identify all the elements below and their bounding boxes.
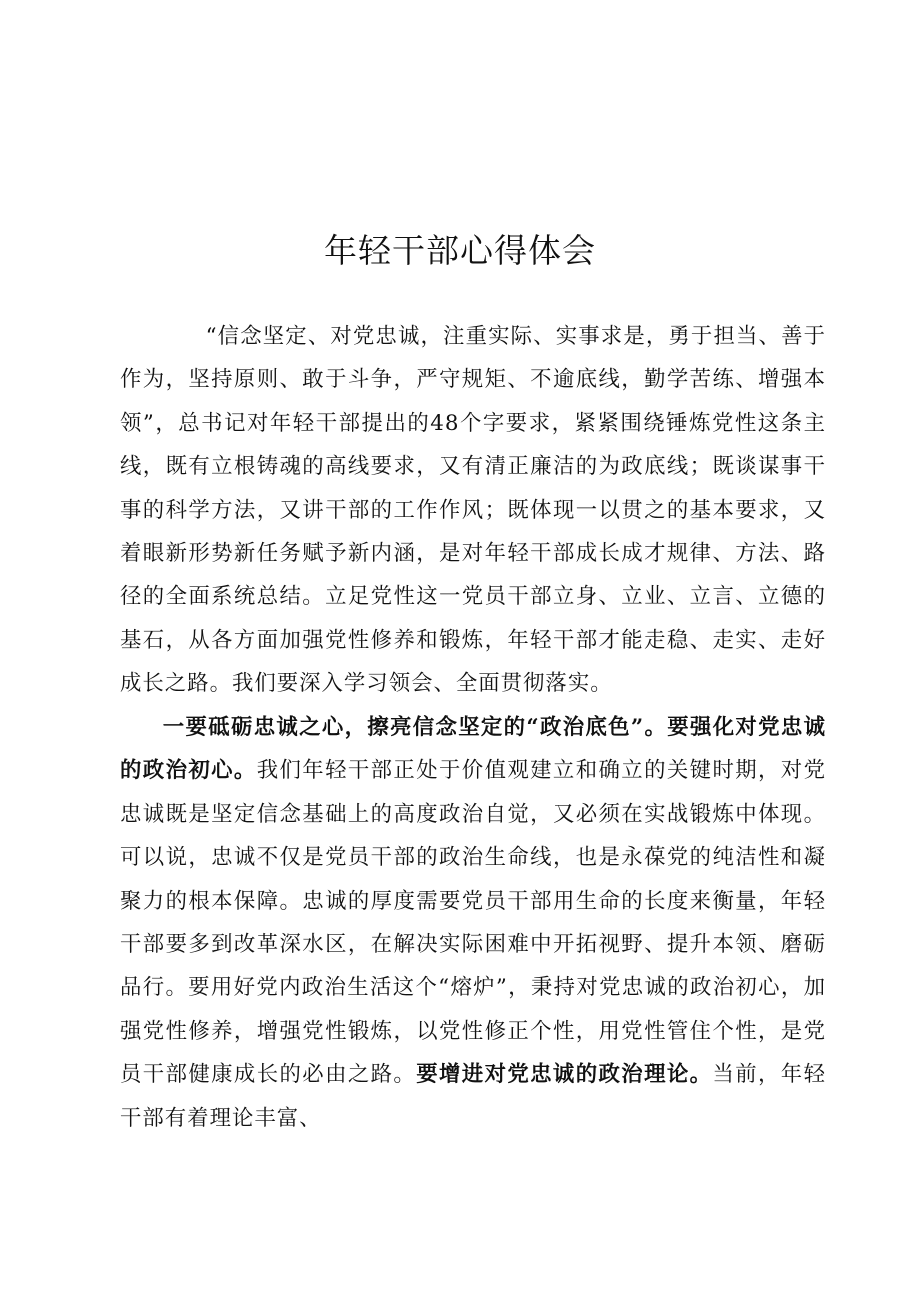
body-text-2: 当前，年轻干部有着理论丰富、 bbox=[120, 1062, 826, 1131]
document-title: 年轻干部心得体会 bbox=[324, 231, 596, 270]
paragraph-intro bbox=[120, 315, 826, 706]
body-text-1: 我们年轻干部正处于价值观建立和确立的关键时期，对党忠诚既是坚定信念基础上的高度政治自觉，又必须在实战锻炼中体现。可以说，忠诚不仅是党员干部的政治生命线，也是永葆党的纯洁性和凝聚力的根本保障。忠诚的厚度需要党员干部用生命的长度来衡量，年轻干部要多到改革深水区，在解决实际困难中开拓视野、提升本领、磨砺品行。要用好党内政治生活这个“熔炉”，秉持对党忠诚的政治初心，加强党性修养，增强党性锻炼，以党性修正个性，用党性管住个性，是党员干部健康成长的必由之路。 bbox=[120, 758, 826, 1088]
subheading-initial-heart: 要强化对党忠诚的政治初心。 bbox=[120, 715, 826, 784]
subheading-political-theory: 要增进对党忠诚的政治理论。 bbox=[416, 1062, 713, 1088]
paragraph-loyalty-text bbox=[120, 706, 826, 1140]
section-heading: 一要砥砺忠诚之心，擦亮信念坚定的“政治底色”。 bbox=[162, 715, 668, 740]
paragraph-loyalty bbox=[120, 706, 826, 1140]
paragraph-intro-text: “信念坚定、对党忠诚，注重实际、实事求是，勇于担当、善于作为，坚持原则、敢于斗争，严守规矩、不逾底线，勤学苦练、增强本领”，总书记对年轻干部提出的48个字要求，紧紧围绕锤炼党性这条主线，既有立根铸魂的高线要求，又有清正廉洁的为政底线；既谈谋事干事的科学方法，又讲干部的工作作风；既体现一以贯之的基本要求，又着眼新形势新任务赋予新内涵，是对年轻干部成长成才规律、方法、路径的全面系统总结。立足党性这一党员干部立身、立业、立言、立德的基石，从各方面加强党性修养和锻炼，年轻干部才能走稳、走实、走好成长之路。我们要深入学习领会、全面贯彻落实。 bbox=[120, 324, 826, 697]
